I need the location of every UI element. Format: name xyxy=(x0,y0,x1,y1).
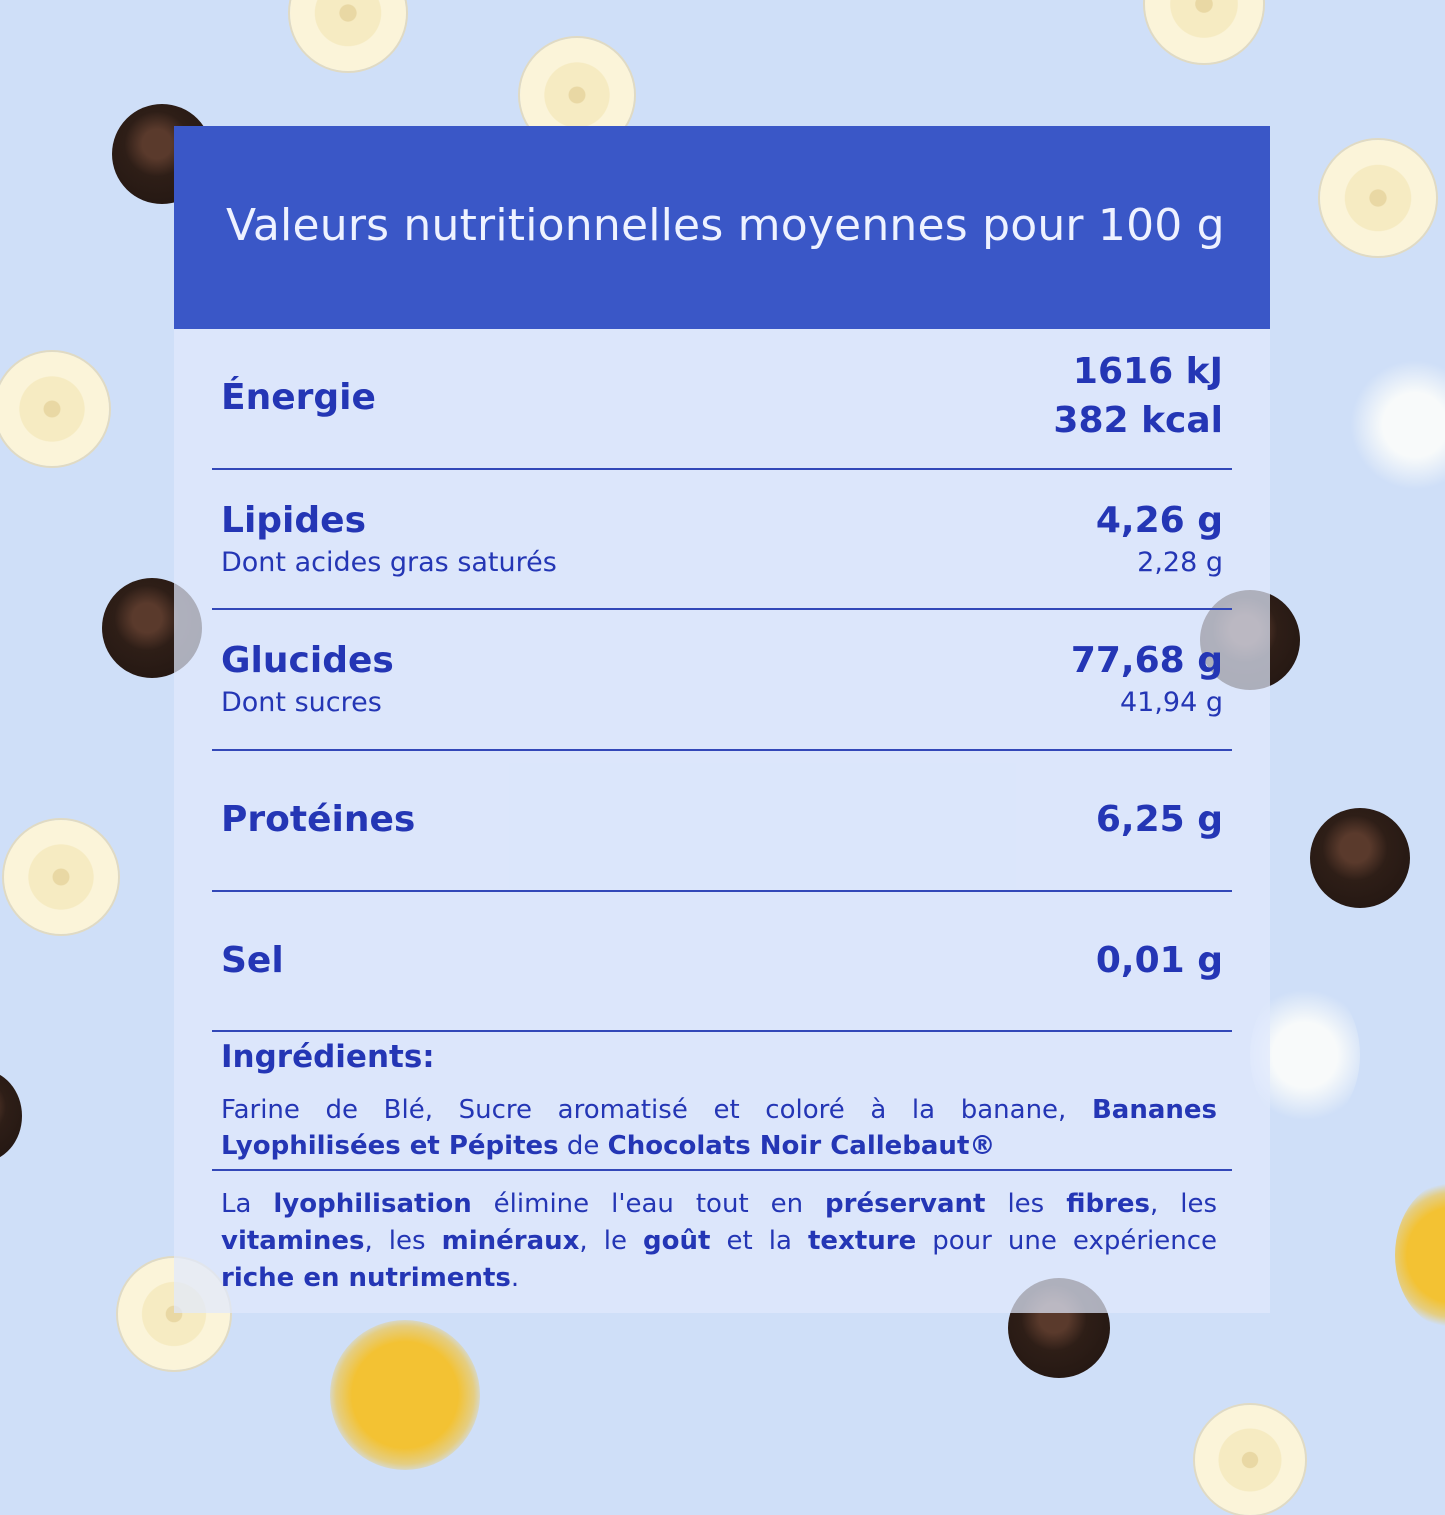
banana-slice-icon xyxy=(1145,0,1263,63)
nutrition-header xyxy=(174,126,1270,329)
description-part-bold: préservant xyxy=(825,1189,986,1219)
description-part: et la xyxy=(710,1226,808,1256)
nutrient-label: Lipides xyxy=(221,500,367,541)
description-part-bold: riche en nutriments xyxy=(221,1263,511,1293)
ingredients-part: Farine de Blé, Sucre aromatisé et coloré à la banane, xyxy=(221,1095,1092,1125)
description-part-bold: goût xyxy=(643,1226,711,1256)
yellow-powder-icon xyxy=(330,1320,480,1470)
ingredients-part-bold: Bananes Lyophilisées et Pépites xyxy=(221,1095,1217,1161)
nutrient-sublabel: Dont sucres xyxy=(221,687,382,718)
description-part: pour une expérience xyxy=(916,1226,1218,1256)
yellow-powder-icon xyxy=(1395,1180,1445,1330)
nutrient-label: Glucides xyxy=(221,640,394,681)
powder-pile-icon xyxy=(1350,360,1445,490)
nutrient-label: Protéines xyxy=(221,799,416,840)
ingredients-part-bold: Chocolats Noir Callebaut® xyxy=(607,1131,996,1161)
nutrition-card xyxy=(174,126,1270,1313)
banana-slice-icon xyxy=(0,352,109,466)
description-part-bold: texture xyxy=(807,1226,917,1256)
nutrient-value-kcal: 382 kcal xyxy=(1053,400,1223,441)
nutrient-row-glucides xyxy=(212,610,1232,751)
nutrient-value: 0,01 g xyxy=(1095,940,1223,981)
nutrient-sublabel: Dont acides gras saturés xyxy=(221,547,557,578)
nutrient-row-lipides xyxy=(212,470,1232,610)
nutrient-subvalue: 2,28 g xyxy=(1137,547,1223,578)
banana-slice-icon xyxy=(1195,1405,1305,1515)
description-part-bold: vitamines xyxy=(221,1226,365,1256)
banana-slice-icon xyxy=(290,0,406,71)
ingredients-part: de xyxy=(558,1131,608,1161)
nutrient-value-kj: 1616 kJ xyxy=(1072,351,1223,392)
banana-slice-icon xyxy=(1320,140,1436,256)
description-part: , les xyxy=(1150,1189,1218,1219)
description-part: La xyxy=(221,1189,274,1219)
nutrient-row-sel xyxy=(212,892,1232,1032)
ingredients-title: Ingrédients: xyxy=(221,1039,435,1075)
nutrient-row-proteines xyxy=(212,751,1232,892)
description-part: les xyxy=(985,1189,1067,1219)
nutrient-subvalue: 41,94 g xyxy=(1119,687,1223,718)
description-part: , les xyxy=(364,1226,442,1256)
banana-slice-icon xyxy=(4,820,118,934)
divider xyxy=(212,1169,1232,1171)
nutrient-row-energie xyxy=(212,329,1232,470)
ingredients-text xyxy=(221,1092,1217,1164)
description-part-bold: lyophilisation xyxy=(273,1189,472,1219)
page-title: Valeurs nutritionnelles moyennes pour 100 g xyxy=(226,200,1225,251)
description-text xyxy=(221,1186,1217,1297)
nutrient-value: 6,25 g xyxy=(1095,799,1223,840)
description-part-bold: fibres xyxy=(1066,1189,1151,1219)
nutrient-value: 4,26 g xyxy=(1095,500,1223,541)
chocolate-chip-icon xyxy=(0,1070,22,1162)
description-part: élimine l'eau tout en xyxy=(471,1189,826,1219)
nutrient-value: 77,68 g xyxy=(1070,640,1223,681)
nutrient-label: Énergie xyxy=(221,377,376,418)
description-part-bold: minéraux xyxy=(441,1226,580,1256)
chocolate-chip-icon xyxy=(1310,808,1410,908)
description-part: , le xyxy=(579,1226,644,1256)
description-part: . xyxy=(510,1263,520,1293)
nutrient-label: Sel xyxy=(221,940,284,981)
